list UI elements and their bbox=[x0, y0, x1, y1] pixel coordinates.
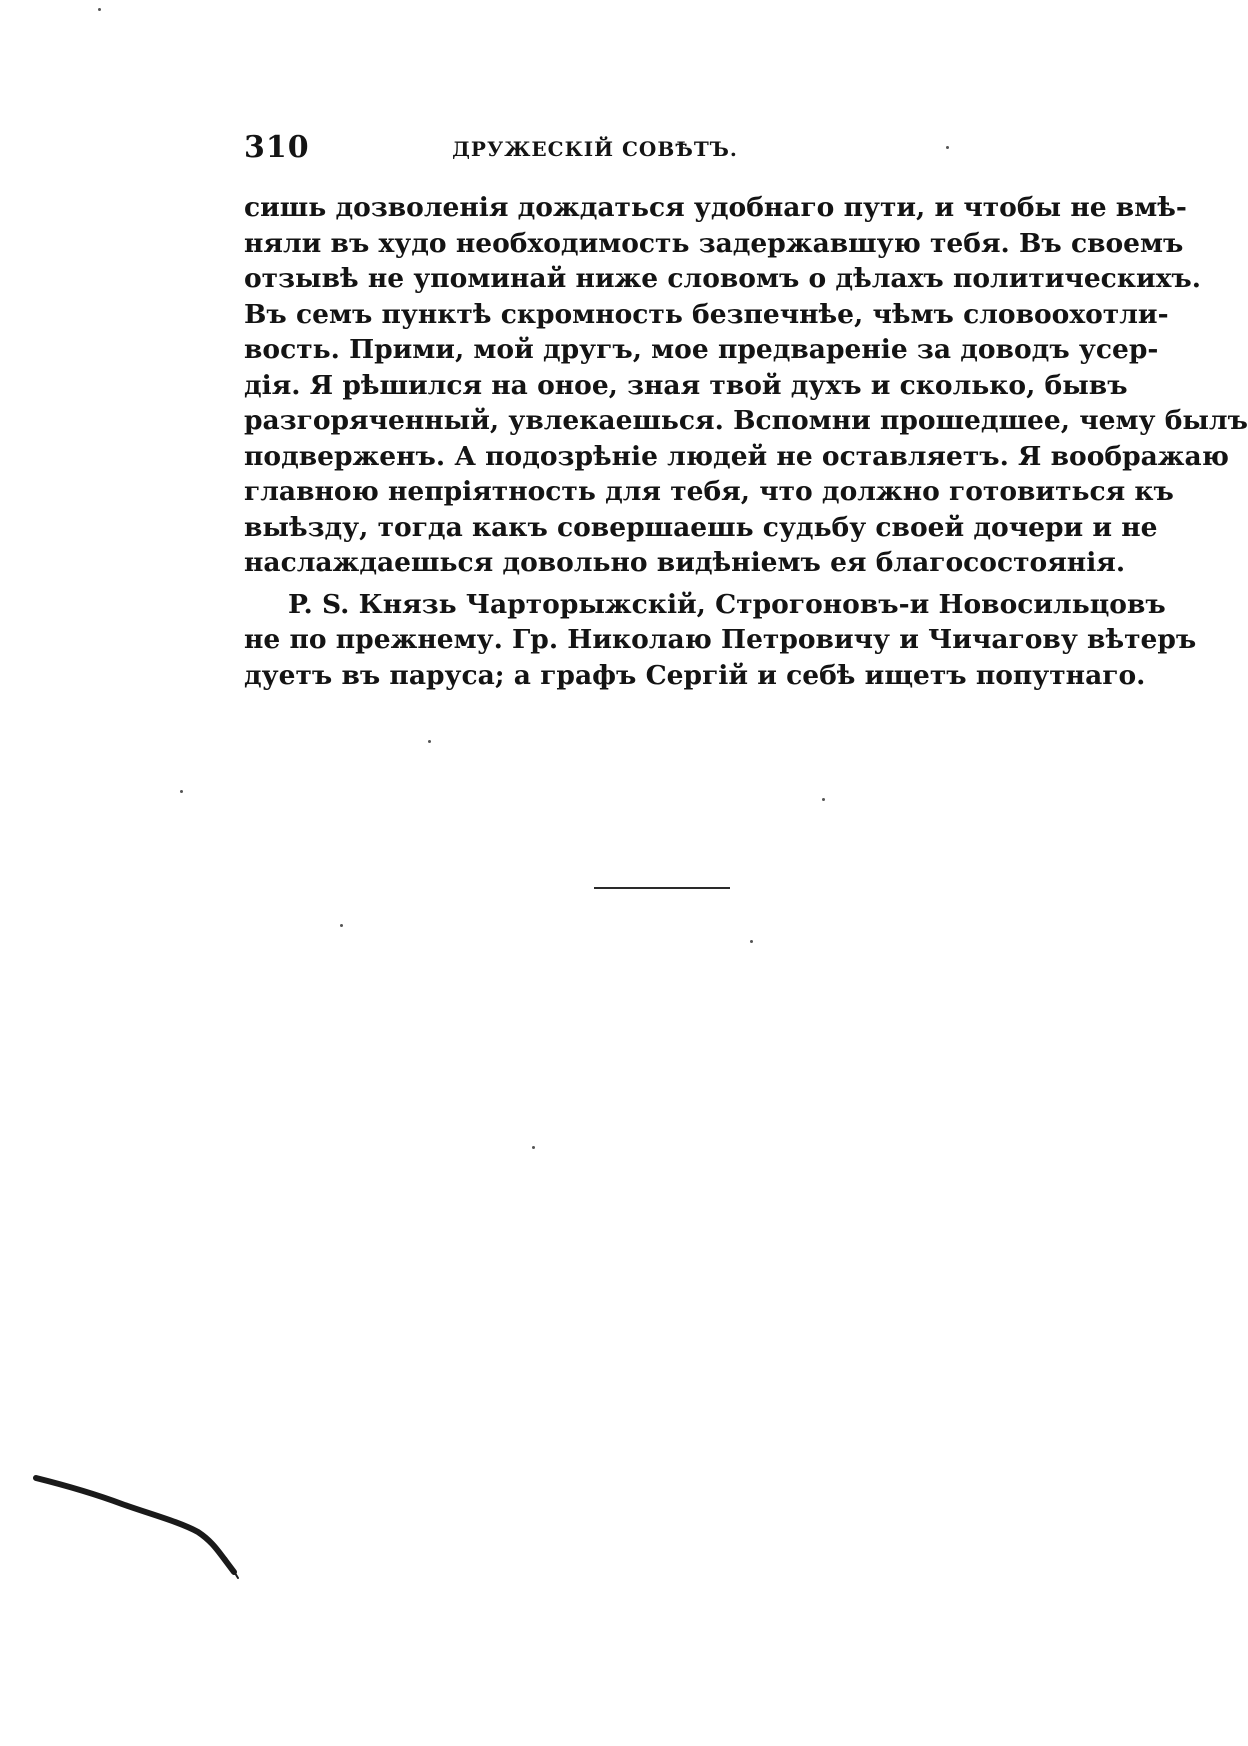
section-divider-rule bbox=[594, 887, 730, 889]
text-line: разгоряченный, увлекаешься. Вспомни прошедшее, чему былъ bbox=[244, 405, 1248, 436]
text-line: выѣзду, тогда какъ совершаешь судьбу своей дочери и не bbox=[244, 511, 1158, 543]
text-line: главною непріятность для тебя, что должно готовиться къ bbox=[244, 476, 1174, 507]
scan-speck bbox=[532, 1146, 535, 1149]
text-line: сишь дозволенія дождаться удобнаго пути, и чтобы не вмѣ- bbox=[244, 192, 1187, 223]
paragraph-letter-end bbox=[244, 190, 1248, 581]
text-line: P. S. Князь Чарторыжскій, Строгоновъ-и Новосильцовъ bbox=[288, 588, 1166, 620]
text-line: няли въ худо необходимость задержавшую тебя. Въ своемъ bbox=[244, 227, 1184, 259]
scan-speck bbox=[822, 798, 825, 801]
text-line: не по прежнему. Гр. Николаю Петровичу и Чичагову вѣтеръ bbox=[244, 624, 1197, 655]
text-line: отзывѣ не упоминай ниже словомъ о дѣлахъ политическихъ. bbox=[244, 263, 1201, 294]
scan-speck bbox=[946, 146, 949, 149]
text-line: Въ семъ пунктѣ скромность безпечнѣе, чѣмъ словоохотли- bbox=[244, 298, 1169, 330]
scan-artifact-stroke bbox=[30, 1470, 240, 1580]
text-line: дуетъ въ паруса; а графъ Сергій и себѣ ищетъ попутнаго. bbox=[244, 659, 1146, 691]
paragraph-postscript bbox=[244, 587, 1197, 694]
running-title: ДРУЖЕСКІЙ СОВѢТЪ. bbox=[452, 137, 738, 161]
text-line: наслаждаешься довольно видѣніемъ ея благосостоянія. bbox=[244, 547, 1126, 578]
text-line: подверженъ. А подозрѣніе людей не оставляетъ. Я воображаю bbox=[244, 440, 1229, 472]
text-line: дія. Я рѣшился на оное, зная твой духъ и сколько, бывъ bbox=[244, 369, 1128, 401]
text-line: вость. Прими, мой другъ, мое предвареніе за доводъ усер- bbox=[244, 334, 1159, 365]
scan-speck bbox=[180, 790, 183, 793]
page-number: 310 bbox=[244, 130, 310, 165]
scan-speck bbox=[340, 924, 343, 927]
scan-speck bbox=[98, 8, 101, 11]
scan-speck bbox=[428, 740, 431, 743]
body-text bbox=[244, 190, 1248, 693]
scan-speck bbox=[750, 940, 753, 943]
